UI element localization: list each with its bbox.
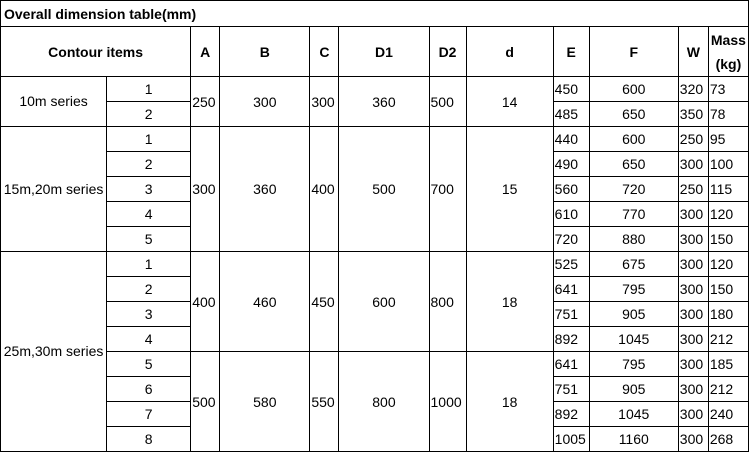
value-e: 720 [553, 227, 589, 252]
value-f: 880 [589, 227, 678, 252]
value-d: 14 [466, 77, 553, 127]
value-e: 1005 [553, 427, 589, 452]
value-w: 300 [678, 352, 708, 377]
value-e: 892 [553, 402, 589, 427]
value-b: 300 [220, 77, 310, 127]
item-number: 5 [107, 227, 191, 252]
header-c: C [310, 27, 339, 77]
item-number: 7 [107, 402, 191, 427]
value-mass: 115 [708, 177, 748, 202]
value-f: 795 [589, 352, 678, 377]
value-f: 675 [589, 252, 678, 277]
value-d1: 600 [339, 252, 429, 352]
item-number: 3 [107, 302, 191, 327]
header-w: W [678, 27, 708, 77]
value-e: 641 [553, 352, 589, 377]
value-w: 250 [678, 177, 708, 202]
value-mass: 150 [708, 227, 748, 252]
value-w: 300 [678, 202, 708, 227]
value-d2: 700 [429, 127, 466, 252]
value-e: 560 [553, 177, 589, 202]
value-e: 485 [553, 102, 589, 127]
series-label: 15m,20m series [1, 127, 107, 252]
value-mass: 120 [708, 252, 748, 277]
value-f: 650 [589, 152, 678, 177]
header-row [1, 27, 749, 77]
item-number: 8 [107, 427, 191, 452]
title-row [1, 1, 749, 27]
value-b: 460 [220, 252, 310, 352]
value-e: 610 [553, 202, 589, 227]
series-label: 10m series [1, 77, 107, 127]
value-a: 400 [191, 252, 220, 352]
value-e: 490 [553, 152, 589, 177]
value-f: 1160 [589, 427, 678, 452]
value-w: 300 [678, 427, 708, 452]
value-e: 892 [553, 327, 589, 352]
value-mass: 268 [708, 427, 748, 452]
item-number: 4 [107, 202, 191, 227]
value-w: 300 [678, 252, 708, 277]
value-c: 400 [310, 127, 339, 252]
value-f: 905 [589, 377, 678, 402]
value-e: 751 [553, 377, 589, 402]
value-c: 550 [310, 352, 339, 452]
item-number: 1 [107, 127, 191, 152]
value-w: 320 [678, 77, 708, 102]
value-w: 350 [678, 102, 708, 127]
item-number: 6 [107, 377, 191, 402]
table-row [1, 127, 749, 152]
value-d2: 1000 [429, 352, 466, 452]
value-f: 600 [589, 127, 678, 152]
value-mass: 120 [708, 202, 748, 227]
value-a: 300 [191, 127, 220, 252]
value-mass: 212 [708, 377, 748, 402]
header-contour-items: Contour items [1, 27, 191, 77]
value-w: 300 [678, 302, 708, 327]
table-row [1, 352, 749, 377]
value-w: 300 [678, 327, 708, 352]
value-e: 751 [553, 302, 589, 327]
value-w: 300 [678, 277, 708, 302]
table-title: Overall dimension table(mm) [1, 1, 749, 27]
item-number: 5 [107, 352, 191, 377]
header-d: d [466, 27, 553, 77]
header-mass [708, 27, 748, 77]
value-b: 360 [220, 127, 310, 252]
item-number: 2 [107, 277, 191, 302]
header-d2: D2 [429, 27, 466, 77]
value-mass: 100 [708, 152, 748, 177]
value-mass: 180 [708, 302, 748, 327]
value-e: 525 [553, 252, 589, 277]
header-d1: D1 [339, 27, 429, 77]
value-mass: 212 [708, 327, 748, 352]
header-e: E [553, 27, 589, 77]
value-c: 300 [310, 77, 339, 127]
header-mass-line1: Mass [710, 31, 746, 48]
item-number: 1 [107, 77, 191, 102]
value-d: 15 [466, 127, 553, 252]
value-d: 18 [466, 252, 553, 352]
value-e: 641 [553, 277, 589, 302]
item-number: 2 [107, 152, 191, 177]
value-w: 300 [678, 152, 708, 177]
value-f: 720 [589, 177, 678, 202]
value-e: 440 [553, 127, 589, 152]
header-mass-line2: (kg) [715, 55, 742, 72]
value-mass: 95 [708, 127, 748, 152]
value-f: 600 [589, 77, 678, 102]
item-number: 3 [107, 177, 191, 202]
header-f: F [589, 27, 678, 77]
item-number: 4 [107, 327, 191, 352]
value-f: 1045 [589, 327, 678, 352]
value-c: 450 [310, 252, 339, 352]
value-f: 795 [589, 277, 678, 302]
value-d1: 800 [339, 352, 429, 452]
value-f: 1045 [589, 402, 678, 427]
value-mass: 150 [708, 277, 748, 302]
value-mass: 73 [708, 77, 748, 102]
value-e: 450 [553, 77, 589, 102]
value-d1: 500 [339, 127, 429, 252]
table-row [1, 77, 749, 102]
table-row [1, 252, 749, 277]
value-w: 300 [678, 402, 708, 427]
value-mass: 240 [708, 402, 748, 427]
item-number: 2 [107, 102, 191, 127]
value-mass: 185 [708, 352, 748, 377]
value-a: 250 [191, 77, 220, 127]
value-mass: 78 [708, 102, 748, 127]
value-d1: 360 [339, 77, 429, 127]
value-w: 300 [678, 227, 708, 252]
item-number: 1 [107, 252, 191, 277]
value-a: 500 [191, 352, 220, 452]
header-a: A [191, 27, 220, 77]
series-label: 25m,30m series [1, 252, 107, 452]
value-f: 770 [589, 202, 678, 227]
value-d: 18 [466, 352, 553, 452]
value-b: 580 [220, 352, 310, 452]
value-d2: 500 [429, 77, 466, 127]
value-w: 300 [678, 377, 708, 402]
header-b: B [220, 27, 310, 77]
value-f: 650 [589, 102, 678, 127]
value-d2: 800 [429, 252, 466, 352]
value-f: 905 [589, 302, 678, 327]
value-w: 250 [678, 127, 708, 152]
